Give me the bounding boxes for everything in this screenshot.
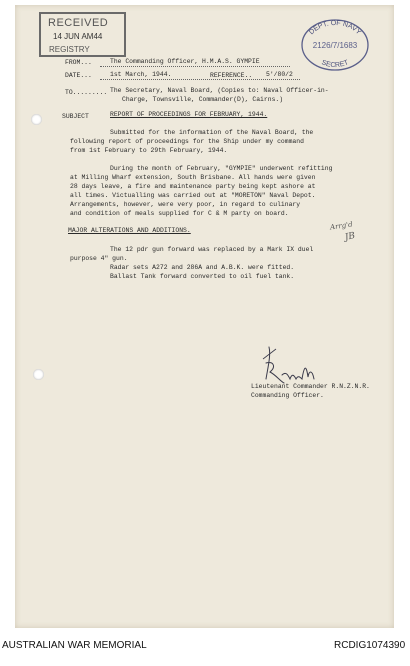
received-stamp — [39, 12, 126, 57]
refit-line: 28 days leave, a fire and maintenance party being kept ashore at — [70, 183, 316, 190]
date-label: DATE... — [65, 72, 92, 79]
signatory-rank: Lieutenant Commander R.N.Z.N.R. — [251, 383, 370, 390]
to-value-line2: Charge, Townsville, Commander(D), Cairns.) — [122, 96, 284, 103]
refit-line: and condition of meals supplied for C & M party on board. — [70, 210, 289, 217]
refit-line: During the month of February, "GYMPIE" underwent refitting — [110, 165, 333, 172]
refit-line: at Milling Wharf extension, South Brisbane. All hands were given — [70, 174, 316, 181]
to-value-line1: The Secretary, Naval Board, (Copies to: Naval Officer-in- — [110, 87, 329, 94]
from-value: The Commanding Officer, H.M.A.S. GYMPIE — [110, 58, 260, 65]
dept-navy-stamp-top: DEPT. OF NAVY — [308, 19, 362, 37]
record-id-caption: RCDIG1074390 — [334, 640, 406, 651]
initials: JB — [344, 231, 357, 243]
subject-value: REPORT OF PROCEEDINGS FOR FEBRUARY, 1944. — [110, 111, 268, 118]
received-stamp-date: 14 JUN AM44 — [53, 32, 103, 41]
signatory-role: Commanding Officer. — [251, 392, 324, 399]
date-underline — [100, 79, 300, 80]
intro-line: Submitted for the information of the Naval Board, the — [110, 129, 314, 136]
subject-label: SUBJECT — [62, 113, 89, 120]
from-underline — [100, 66, 290, 67]
intro-line: from 1st February to 29th February, 1944. — [70, 147, 228, 154]
alteration-line: The 12 pdr gun forward was replaced by a Mark IX duel — [110, 246, 314, 253]
refit-line: all times. Victualling was carried out at "MORETON" Naval Depot. — [70, 192, 316, 199]
from-label: FROM... — [65, 59, 92, 66]
alteration-line: purpose 4" gun. — [70, 255, 128, 262]
institution-caption: AUSTRALIAN WAR MEMORIAL — [2, 640, 147, 651]
punch-hole — [33, 369, 44, 380]
received-stamp-registry: REGISTRY — [49, 45, 90, 54]
alteration-line: Radar sets A272 and 286A and A.B.K. were fitted. — [110, 264, 295, 271]
intro-line: following report of proceedings for the Ship under my command — [70, 138, 304, 145]
section-heading: MAJOR ALTERATIONS AND ADDITIONS. — [68, 227, 191, 234]
received-stamp-title: RECEIVED — [48, 17, 109, 29]
reference-value: 5'/80/2 — [266, 71, 293, 78]
dept-navy-stamp-bottom: SECRET — [320, 59, 350, 70]
to-label: TO......... — [65, 89, 108, 96]
dept-navy-stamp-number: 2126/7/1683 — [312, 41, 358, 50]
alteration-line: Ballast Tank forward converted to oil fuel tank. — [110, 273, 295, 280]
dept-navy-stamp — [300, 18, 370, 72]
margin-note: Arrg'd — [329, 220, 354, 232]
reference-label: REFERENCE.. — [210, 72, 253, 79]
punch-hole — [31, 114, 42, 125]
date-value: 1st March, 1944. — [110, 71, 172, 78]
refit-line: Arrangements, however, were very poor, in regard to culinary — [70, 201, 301, 208]
